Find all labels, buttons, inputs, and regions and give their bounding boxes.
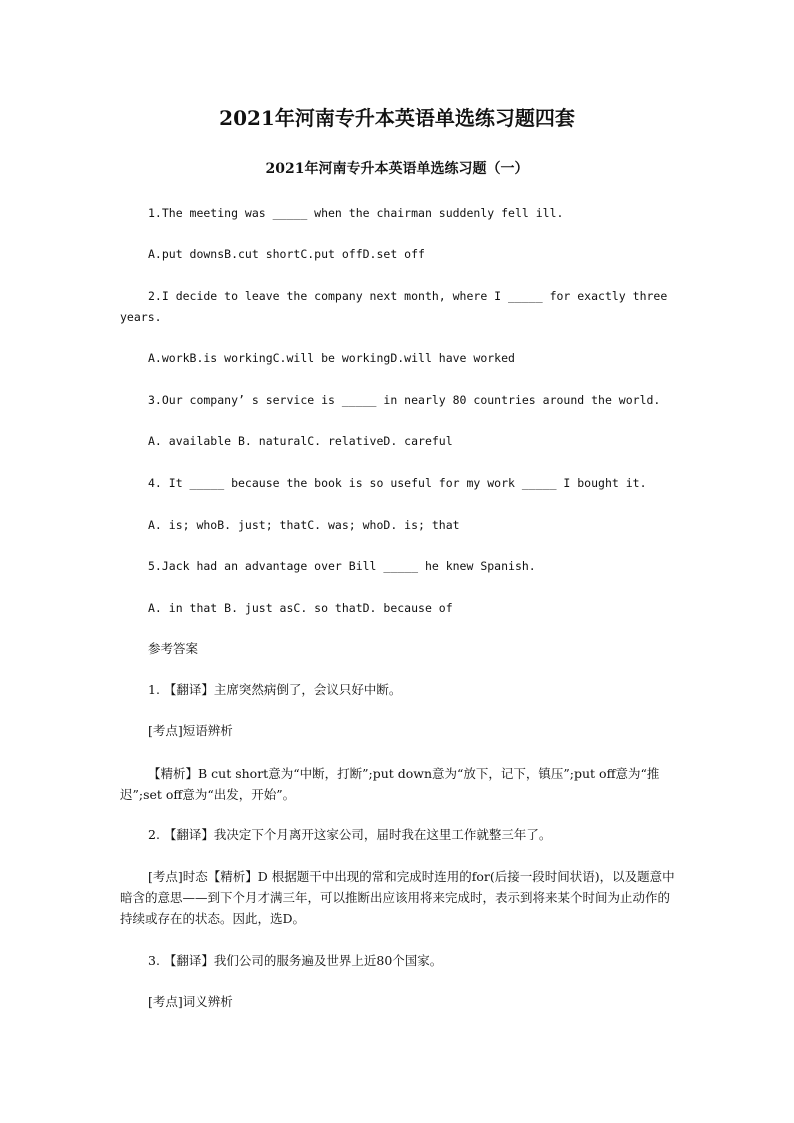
question-3-options: A. available B. naturalC. relativeD. careful <box>148 434 453 448</box>
answers-heading: 参考答案 <box>148 641 199 656</box>
question-1-options: A.put downsB.cut shortC.put offD.set off <box>148 247 425 261</box>
question-2-options: A.workB.is workingC.will be workingD.will have worked <box>148 351 515 365</box>
answer-1-point: [考点]短语辨析 <box>148 723 233 738</box>
answer-2-analysis: [考点]时态【精析】D 根据题干中出现的常和完成时连用的for(后接一段时间状语)，以及题意中暗含的意思——到下个月才满三年，可以推断出应该用将来完成时，表示到将来某个时间为止动作的持续或存在的状态。因此，选D。 <box>120 869 675 926</box>
page-title: 2021年河南专升本英语单选练习题四套 <box>219 106 575 130</box>
question-1-stem: 1.The meeting was _____ when the chairman suddenly fell ill. <box>148 206 564 220</box>
question-5-stem: 5.Jack had an advantage over Bill _____ he knew Spanish. <box>148 559 536 573</box>
answer-2-translation: 2. 【翻译】我决定下个月离开这家公司，届时我在这里工作就整三年了。 <box>148 827 552 842</box>
question-2-stem: 2.I decide to leave the company next month, where I _____ for exactly three years. <box>120 289 668 324</box>
answer-1-translation: 1. 【翻译】主席突然病倒了，会议只好中断。 <box>148 682 402 697</box>
question-4-stem: 4. It _____ because the book is so useful for my work _____ I bought it. <box>148 476 647 490</box>
answer-3-translation: 3. 【翻译】我们公司的服务遍及世界上近80个国家。 <box>148 953 443 968</box>
question-5-options: A. in that B. just asC. so thatD. because of <box>148 601 453 615</box>
question-3-stem: 3.Our company’ s service is _____ in nearly 80 countries around the world. <box>148 393 661 407</box>
answer-1-analysis: 【精析】B cut short意为“中断，打断”;put down意为“放下，记下，镇压”;put off意为“推迟”;set off意为“出发，开始”。 <box>120 766 660 802</box>
section-title: 2021年河南专升本英语单选练习题（一） <box>265 161 529 177</box>
question-4-options: A. is; whoB. just; thatC. was; whoD. is; that <box>148 518 460 532</box>
answer-3-point: [考点]词义辨析 <box>148 994 233 1009</box>
